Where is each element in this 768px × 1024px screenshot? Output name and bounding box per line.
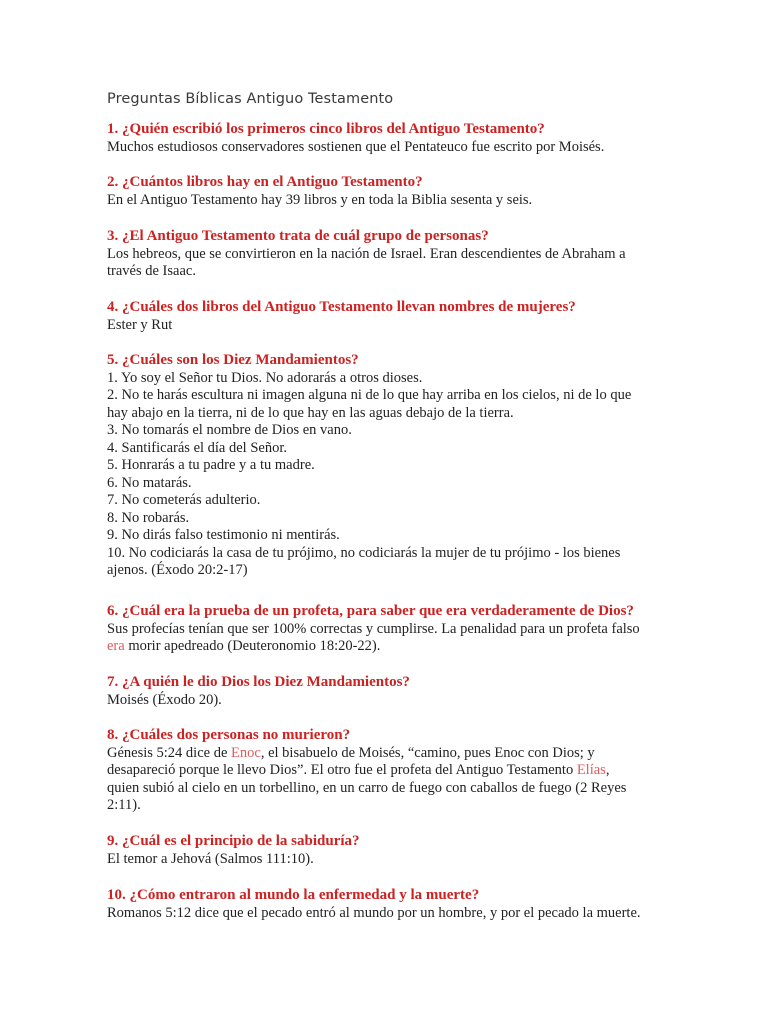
question-10: 10. ¿Cómo entraron al mundo la enfermedad y la muerte? — [107, 887, 480, 903]
question-6: 6. ¿Cuál era la prueba de un profeta, para saber que era verdaderamente de Dios? — [107, 603, 634, 619]
answer-line: Moisés (Éxodo 20). — [107, 691, 222, 708]
answer-9 — [107, 851, 677, 869]
answer-line — [107, 638, 677, 656]
question-2: 2. ¿Cuántos libros hay en el Antiguo Testamento? — [107, 174, 423, 190]
answer-10 — [107, 905, 677, 923]
answer-line: Romanos 5:12 dice que el pecado entró al mundo por un hombre, y por el pecado la muerte. — [107, 904, 641, 921]
commandment-9: 9. No dirás falso testimonio ni mentirás. — [107, 527, 340, 543]
answer-text: , — [605, 762, 610, 778]
commandment-6: 6. No matarás. — [107, 474, 192, 491]
answer-line: Sus profecías tenían que ser 100% correctas y cumplirse. La penalidad para un profeta falso — [107, 620, 640, 637]
answer-text: , el bisabuelo de Moisés, “camino, pues Enoc con Dios; y — [260, 744, 595, 761]
enoc-link[interactable]: Enoc — [231, 744, 261, 761]
answer-line: 2:11). — [107, 797, 141, 813]
elias-link[interactable]: Elías — [576, 762, 606, 778]
commandment-5: 5. Honrarás a tu padre y a tu madre. — [107, 457, 315, 473]
qa-item-3 — [107, 228, 677, 281]
qa-item-9 — [107, 833, 677, 868]
answer-3 — [107, 246, 677, 281]
commandment-3: 3. No tomarás el nombre de Dios en vano. — [107, 422, 352, 438]
commandment-2-cont: hay abajo en la tierra, ni de lo que hay en las aguas debajo de la tierra. — [107, 404, 514, 421]
question-7: 7. ¿A quién le dio Dios los Diez Mandamientos? — [107, 674, 410, 690]
answer-5 — [107, 370, 677, 580]
qa-item-10 — [107, 887, 677, 922]
answer-6 — [107, 621, 677, 656]
qa-item-8 — [107, 727, 677, 815]
answer-line: Ester y Rut — [107, 316, 173, 333]
question-5: 5. ¿Cuáles son los Diez Mandamientos? — [107, 352, 359, 368]
answer-8 — [107, 745, 677, 815]
document-title: Preguntas Bíblicas Antiguo Testamento — [107, 91, 394, 107]
commandment-10: 10. No codiciarás la casa de tu prójimo, no codiciarás la mujer de tu prójimo - los bienes — [107, 544, 621, 561]
question-1: 1. ¿Quién escribió los primeros cinco libros del Antiguo Testamento? — [107, 121, 545, 137]
answer-line: Los hebreos, que se convirtieron en la nación de Israel. Eran descendientes de Abraham a — [107, 245, 626, 262]
commandment-10-cont: ajenos. (Éxodo 20:2-17) — [107, 562, 248, 578]
qa-item-6 — [107, 603, 677, 656]
answer-line: través de Isaac. — [107, 263, 196, 279]
highlighted-word: era — [107, 638, 125, 654]
qa-item-2 — [107, 174, 677, 209]
answer-line — [107, 745, 677, 763]
answer-line: quien subió al cielo en un torbellino, en un carro de fuego con caballos de fuego (2 Reyes — [107, 779, 627, 796]
answer-line: En el Antiguo Testamento hay 39 libros y en toda la Biblia sesenta y seis. — [107, 191, 533, 208]
answer-text: morir apedreado (Deuteronomio 18:20-22). — [124, 638, 381, 654]
commandment-1: 1. Yo soy el Señor tu Dios. No adorarás a otros dioses. — [107, 369, 423, 386]
question-8: 8. ¿Cuáles dos personas no murieron? — [107, 727, 351, 743]
qa-item-7 — [107, 674, 677, 709]
question-3: 3. ¿El Antiguo Testamento trata de cuál grupo de personas? — [107, 228, 489, 244]
qa-item-5 — [107, 352, 677, 580]
qa-item-4 — [107, 299, 677, 334]
qa-item-1 — [107, 121, 677, 156]
question-9: 9. ¿Cuál es el principio de la sabiduría? — [107, 833, 360, 849]
commandment-8: 8. No robarás. — [107, 509, 190, 526]
answer-line — [107, 762, 677, 780]
answer-4 — [107, 317, 677, 335]
answer-2 — [107, 192, 677, 210]
answer-1 — [107, 139, 677, 157]
commandment-7: 7. No cometerás adulterio. — [107, 492, 261, 508]
answer-text: Génesis 5:24 dice de — [107, 744, 232, 761]
answer-line: El temor a Jehová (Salmos 111:10). — [107, 850, 314, 867]
answer-text: desapareció porque le llevo Dios”. El otro fue el profeta del Antiguo Testamento — [107, 762, 577, 778]
question-4: 4. ¿Cuáles dos libros del Antiguo Testamento llevan nombres de mujeres? — [107, 299, 576, 315]
answer-line: Muchos estudiosos conservadores sostienen que el Pentateuco fue escrito por Moisés. — [107, 138, 605, 155]
commandment-2: 2. No te harás escultura ni imagen alguna ni de lo que hay arriba en los cielos, ni de lo que — [107, 387, 632, 403]
answer-7 — [107, 692, 677, 710]
commandment-4: 4. Santificarás el día del Señor. — [107, 439, 287, 456]
